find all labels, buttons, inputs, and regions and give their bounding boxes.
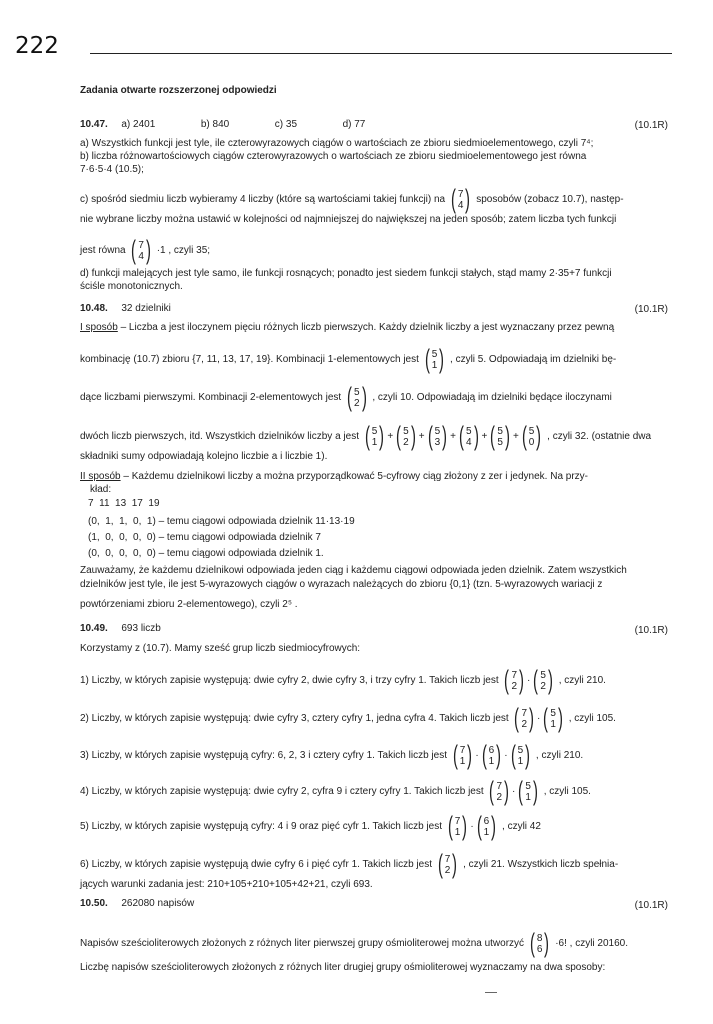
example-row: (1, 0, 0, 0, 0) – temu ciągowi odpowiada dzielnik 7 xyxy=(88,532,321,543)
text-line: Liczbę napisów sześcioliterowych złożonych z różnych liter drugiej grupy ośmioliterowej wyznaczamy na dwa sposoby: xyxy=(80,962,606,973)
exercise-answer: 262080 napisów xyxy=(121,898,195,909)
example-row: (0, 1, 1, 0, 1) – temu ciągowi odpowiada dzielnik 11·13·19 xyxy=(88,516,355,527)
exercise-number: 10.49. xyxy=(80,623,108,634)
method-label: II sposób xyxy=(80,471,121,482)
primes-row: 7 11 13 17 19 xyxy=(88,498,160,509)
text-line: nie wybrane liczby można ustawić w kolejności od najmniejszej do największej na jeden sposób; zatem liczba tych funkcji xyxy=(80,214,617,225)
text-line: c) spośród siedmiu liczb wybieramy 4 liczby (które są wartościami takiej funkcji) na ( 7 4 ) sposobów (zobacz 10.7), następ- xyxy=(80,184,624,214)
exercise-number: 10.48. xyxy=(80,303,108,314)
exercise-answer: 693 liczb xyxy=(121,623,161,634)
binomial: ( 5 2 ) xyxy=(347,382,367,412)
text-line: I sposób – Liczba a jest iloczynem pięciu różnych liczb pierwszych. Każdy dzielnik liczby a jest wyznaczany przez pewną xyxy=(80,322,615,333)
text-line: b) liczba różnowartościowych ciągów czterowyrazowych o wartościach ze zbioru siedmioelementowego jest równa xyxy=(80,151,587,162)
binomial: ( 5 1 ) xyxy=(424,344,445,374)
text-line: kombinację (10.7) zbioru {7, 11, 13, 17, 19}. Kombinacji 1-elementowych jest ( 5 1 ) , czyli 5. Odpowiadają im dzielniki bę- xyxy=(80,344,617,374)
list-item: 2) Liczby, w których zapisie występują: dwie cyfry 3, cztery cyfry 1, jedna cyfra 4. Takich liczb jest ( 7 2 ) · ( 5 1 ) , czyli 105. xyxy=(80,703,616,733)
example-row: (0, 0, 0, 0, 0) – temu ciągowi odpowiada dzielnik 1. xyxy=(88,548,324,559)
binomial: ( 7 4 ) xyxy=(450,184,471,214)
exercise-10-47-header xyxy=(80,119,365,131)
answer-c: c) 35 xyxy=(274,119,298,130)
list-item: 6) Liczby, w których zapisie występują dwie cyfry 6 i pięć cyfr 1. Takich liczb jest ( 7 2 ) , czyli 21. Wszystkich liczb spełnia- xyxy=(80,849,619,879)
exercise-code: (10.1R) xyxy=(634,304,668,315)
exercise-10-50-header xyxy=(80,898,194,910)
text-line: dzielników jest tyle, ile jest 5-wyrazowych ciągów o wyrazach należących do zbioru {0,1} (tzn. 5-wyrazowych wariacji z xyxy=(80,579,603,590)
text-line: Korzystamy z (10.7). Mamy sześć grup liczb siedmiocyfrowych: xyxy=(80,643,361,654)
exercise-number: 10.47. xyxy=(80,119,108,130)
text-line: składniki sumy odpowiadają kolejno liczbie a i liczbie 1). xyxy=(80,451,328,462)
list-item: 4) Liczby, w których zapisie występują: dwie cyfry 2, cyfra 9 i cztery cyfry 1. Takich liczb jest ( 7 2 ) · ( 5 1 ) , czyli 105. xyxy=(80,776,591,806)
binomial: ( 7 4 ) xyxy=(131,235,151,265)
exercise-code: (10.1R) xyxy=(634,625,668,636)
text-line: jących warunki zadania jest: 210+105+210+105+42+21, czyli 693. xyxy=(80,879,373,890)
answer-d: d) 77 xyxy=(342,119,366,130)
text-line: Napisów sześcioliterowych złożonych z różnych liter pierwszej grupy ośmioliterowej można utworzyć ( 8 6 ) ·6! , czyli 20160. xyxy=(80,928,628,958)
list-item: 3) Liczby, w których zapisie występują cyfry: 6, 2, 3 i cztery cyfry 1. Takich liczb jest ( 7 1 ) · ( 6 1 ) · ( 5 1 ) , czyli 210. xyxy=(80,740,584,770)
text-line: 7·6·5·4 (10.5); xyxy=(80,164,144,175)
text-line: ściśle monotonicznych. xyxy=(80,281,183,292)
text-line: dące liczbami pierwszymi. Kombinacji 2-elementowych jest ( 5 2 ) , czyli 10. Odpowiadają im dzielniki będące iloczynami xyxy=(80,382,612,412)
exercise-code: (10.1R) xyxy=(634,900,668,911)
exercise-10-49-header xyxy=(80,623,161,635)
list-item: 1) Liczby, w których zapisie występują: dwie cyfry 2, dwie cyfry 3, i trzy cyfry 1. Takich liczb jest ( 7 2 ) · ( 5 2 ) , czyli 210. xyxy=(80,665,606,695)
answer-a: a) 2401 xyxy=(121,119,156,130)
exercise-code: (10.1R) xyxy=(634,120,668,131)
header-rule xyxy=(90,53,672,54)
answer-b: b) 840 xyxy=(200,119,230,130)
text-line: powtórzeniami zbioru 2-elementowego), czyli 2⁵ . xyxy=(80,599,298,610)
exercise-answer: 32 dzielniki xyxy=(121,303,171,314)
method-label: I sposób xyxy=(80,322,118,333)
exercise-number: 10.50. xyxy=(80,898,108,909)
list-item: 5) Liczby, w których zapisie występują cyfry: 4 i 9 oraz pięć cyfr 1. Takich liczb jest ( 7 1 ) · ( 6 1 ) , czyli 42 xyxy=(80,811,541,841)
exercise-10-48-header xyxy=(80,303,171,315)
text-line: d) funkcji malejących jest tyle samo, ile funkcji rosnących; ponadto jest siedem funkcji stałych, stąd mamy 2·35+7 funkcji xyxy=(80,268,612,279)
text-line: jest równa ( 7 4 ) ·1 , czyli 35; xyxy=(80,235,211,265)
text-line: a) Wszystkich funkcji jest tyle, ile czterowyrazowych ciągów o wartościach ze zbioru siedmioelementowego, czyli 7⁴; xyxy=(80,138,594,149)
section-title: Zadania otwarte rozszerzonej odpowiedzi xyxy=(80,85,277,96)
text-line: Zauważamy, że każdemu dzielnikowi odpowiada jeden ciąg i każdemu ciągowi odpowiada jeden dzielnik. Zatem wszystkich xyxy=(80,565,627,576)
text-line: kład: xyxy=(90,484,112,495)
text-line: II sposób – Każdemu dzielnikowi liczby a można przyporządkować 5-cyfrowy ciąg złożony z zer i jedynek. Na przy- xyxy=(80,471,589,482)
page-number: 222 xyxy=(15,33,59,59)
text-line: dwóch liczb pierwszych, itd. Wszystkich dzielników liczby a jest ( 5 1 ) + ( 5 2 ) + ( 5 3 ) + ( 5 4 ) + ( 5 5 ) + ( 5 0 ) , czyli 32. (ostatnie dwa xyxy=(80,421,652,451)
footer-mark xyxy=(485,992,497,993)
